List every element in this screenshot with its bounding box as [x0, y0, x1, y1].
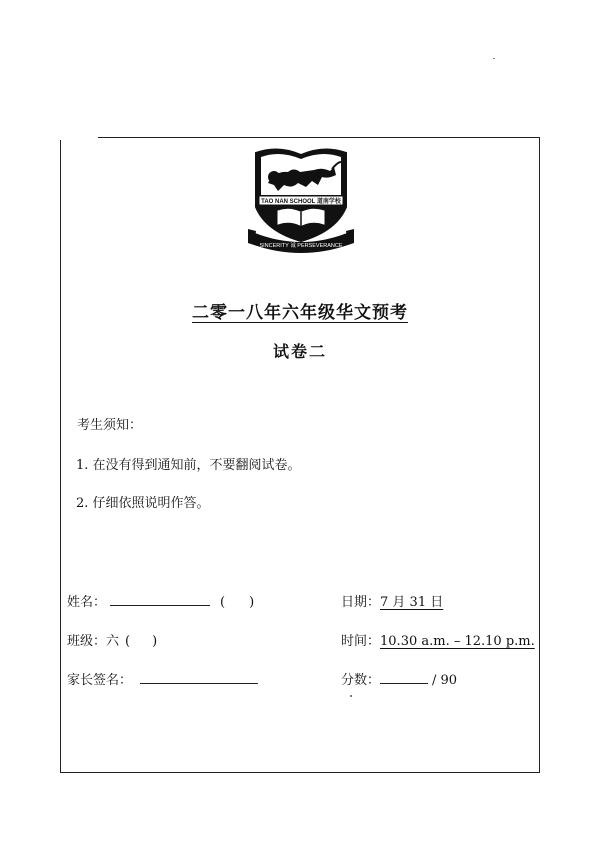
instruction-item: 2. 仔细依照说明作答。: [76, 496, 210, 511]
score-total: / 90: [432, 673, 458, 688]
svg-text:TAO NAN SCHOOL 道南学校: TAO NAN SCHOOL 道南学校: [261, 199, 341, 205]
exam-title: 二零一八年六年级华文预考: [192, 303, 408, 323]
score-label: 分数：: [341, 673, 381, 688]
date-field: [341, 591, 443, 610]
time-field: [341, 630, 535, 649]
scan-speck: [493, 58, 495, 59]
instruction-item: 1. 在没有得到通知前，不要翻阅试卷。: [76, 458, 301, 473]
parent-signature-field: [67, 669, 258, 688]
class-label: 班级：: [67, 634, 107, 649]
time-value: 10.30 a.m. – 12.10 p.m.: [380, 634, 535, 649]
score-field: [341, 669, 457, 688]
close-paren: ): [249, 595, 255, 610]
exam-paper: 试卷二: [272, 342, 327, 361]
close-paren: ): [152, 634, 158, 649]
frame-gap: [58, 134, 98, 140]
parent-signature-label: 家长签名：: [67, 673, 133, 688]
time-label: 时间：: [341, 634, 381, 649]
open-paren: (: [220, 595, 226, 610]
date-value: 7 月 31 日: [380, 595, 444, 610]
class-value: 六: [106, 634, 120, 649]
school-crest-logo: [248, 145, 354, 255]
instructions-heading: 考生须知：: [77, 418, 143, 433]
scan-dot: [350, 695, 352, 697]
date-label: 日期：: [341, 595, 381, 610]
svg-text:SINCERITY 诚 PERSEVERANCE: SINCERITY 诚 PERSEVERANCE: [259, 243, 343, 249]
name-field: [67, 591, 254, 610]
open-paren: (: [125, 634, 131, 649]
score-blank: [380, 672, 428, 684]
signature-blank: [140, 672, 258, 684]
name-blank: [110, 594, 210, 606]
class-field: [67, 630, 157, 649]
name-label: 姓名：: [67, 595, 107, 610]
